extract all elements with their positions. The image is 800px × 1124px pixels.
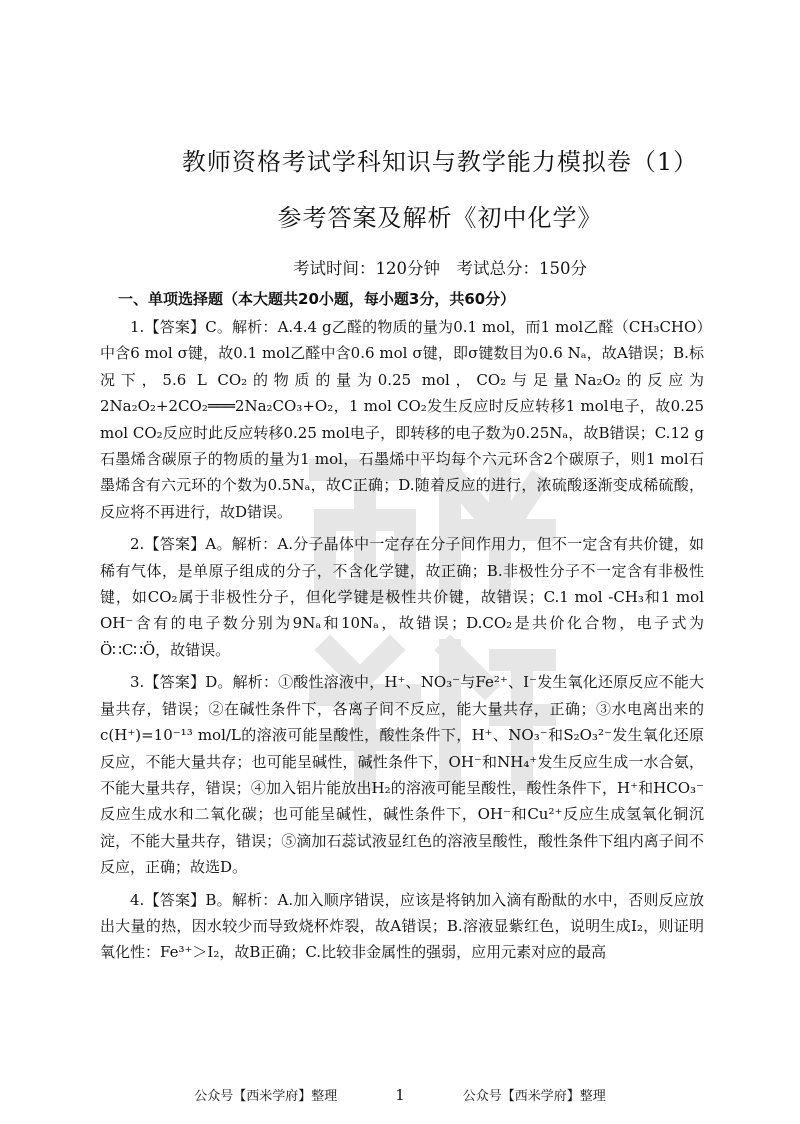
question-1-explanation: 1.【答案】C。解析：A.4.4 g乙醛的物质的量为0.1 mol，而1 mol乙醛（CH₃CHO）中含6 mol σ键，故0.1 mol乙醛中含0.6 mol σ键，即σ键数目为0.6 Nₐ，故A错误；B.标况下，5.6 L CO₂的物质的量为0.25 mol，CO₂与足量Na₂O₂的反应为2Na₂O₂+2CO₂═══2Na₂CO₃+O₂，1 mol CO₂发生反应时反应转移1 mol电子，故0.25 mol CO₂反应时此反应转移0.25 mol电子，即转移的电子数为0.25Nₐ，故B错误；C.12 g石墨烯含碳原子的物质的量为1 mol，石墨烯中平均每个六元环含2个碳原子，则1 mol石墨烯含有六元环的个数为0.5Nₐ，故C正确；D.随着反应的进行，浓硫酸逐渐变成稀硫酸，反应将不再进行，故D错误。 — [100, 318, 704, 521]
footer-left-note: 公众号【西米学府】整理 — [194, 1089, 338, 1104]
exam-info: 考试时间：120分钟 考试总分：150分 — [293, 259, 587, 278]
document-title: 教师资格考试学科知识与教学能力模拟卷（1） — [181, 148, 699, 176]
section-heading: 一、单项选择题（本大题共20小题，每小题3分，共60分） — [118, 290, 516, 308]
question-2-explanation: 2.【答案】A。解析：A.分子晶体中一定存在分子间作用力，但不一定含有共价键，如稀有气体，是单原子组成的分子，不含化学键，故正确；B.非极性分子不一定含有非极性键，如CO₂属于非极性分子，但化学键是极性共价键，故错误；C.1 mol -CH₃和1 mol OH⁻含有的电子数分别为9Nₐ和10Nₐ，故错误；D.CO₂是共价化合物，电子式为Ö∷C∷Ö，故错误。 — [100, 535, 704, 659]
page-number: 1 — [395, 1085, 405, 1104]
question-4-explanation: 4.【答案】B。解析：A.加入顺序错误，应该是将钠加入滴有酚酞的水中，否则反应放出大量的热，因水较少而导致烧杯炸裂，故A错误；B.溶液显紫红色，说明生成I₂，则证明氧化性：Fe³⁺＞I₂，故B正确；C.比较非金属性的强弱，应用元素对应的最高 — [100, 890, 704, 962]
footer-right-note: 公众号【西米学府】整理 — [462, 1089, 606, 1104]
question-3-explanation: 3.【答案】D。解析：①酸性溶液中，H⁺、NO₃⁻与Fe²⁺、I⁻发生氧化还原反应不能大量共存，错误；②在碱性条件下，各离子间不反应，能大量共存，正确；③水电离出来的c(H⁺)=10⁻¹³ mol/L的溶液可能呈酸性，酸性条件下，H⁺、NO₃⁻和S₂O₃²⁻发生氧化还原反应，不能大量共存；也可能呈碱性，碱性条件下，OH⁻和NH₄⁺发生反应生成一水合氨，不能大量共存，错误；④加入铝片能放出H₂的溶液可能呈酸性，酸性条件下，H⁺和HCO₃⁻反应生成水和二氧化碳；也可能呈碱性，碱性条件下，OH⁻和Cu²⁺反应生成氢氧化铜沉淀，不能大量共存，错误；⑤滴加石蕊试液显红色的溶液呈酸性，酸性条件下组内离子间不反应，正确；故选D。 — [100, 673, 704, 877]
page-footer — [0, 1085, 800, 1104]
answer-content — [100, 314, 704, 972]
document-subtitle: 参考答案及解析《初中化学》 — [277, 204, 603, 232]
